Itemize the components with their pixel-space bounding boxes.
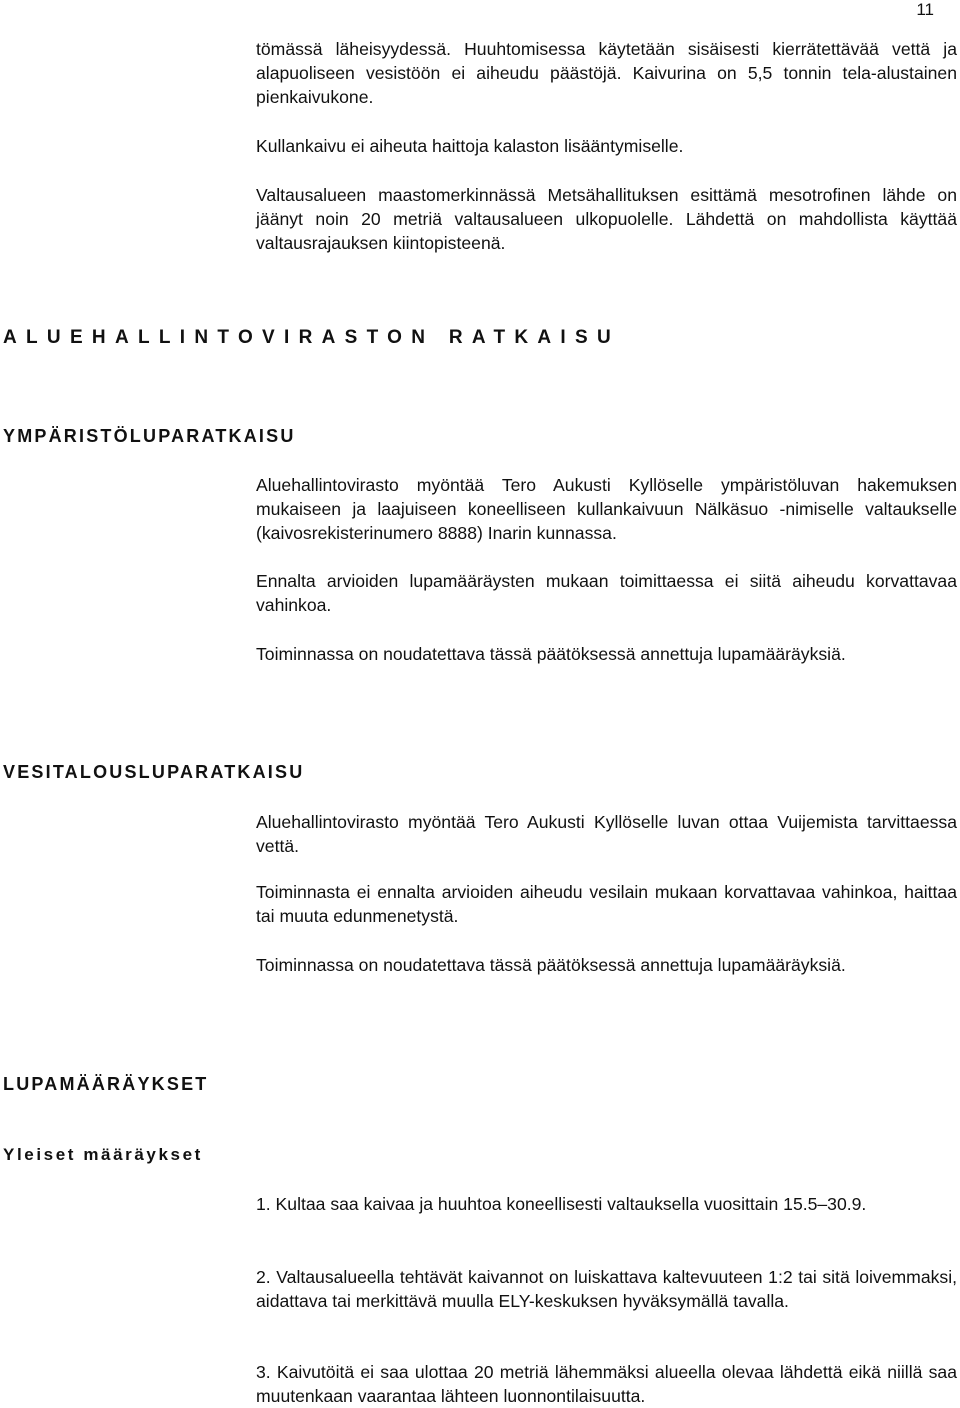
ymparistolupa-paragraph-1: Aluehallintovirasto myöntää Tero Aukusti Kyllöselle ympäristöluvan hakemuksen mukaiseen ja laajuiseen koneelliseen kullankaivuun Nälkäsuo -nimiselle valtaukselle (kaivosrekisterinumero 8888) Inarin kunnassa. <box>256 475 957 543</box>
page-number: 11 <box>916 0 934 19</box>
ymparistolupa-heading: YMPÄRISTÖLUPARATKAISU <box>3 426 296 446</box>
intro-paragraph-2: Kullankaivu ei aiheuta haittoja kalaston lisääntymiselle. <box>256 136 684 156</box>
main-heading: ALUEHALLINTOVIRASTON RATKAISU <box>3 327 620 348</box>
vesitalous-paragraph-1: Aluehallintovirasto myöntää Tero Aukusti Kyllöselle luvan ottaa Vuijemista tarvittaessa vettä. <box>256 812 957 856</box>
vesitalous-heading: VESITALOUSLUPARATKAISU <box>3 762 305 782</box>
regulation-item-3: 3. Kaivutöitä ei saa ulottaa 20 metriä lähemmäksi alueella olevaa lähdettä eikä niillä saa muutenkaan vaarantaa lähteen luonnontilaisuutta. <box>256 1362 957 1406</box>
lupamaaraykset-heading: LUPAMÄÄRÄYKSET <box>3 1074 209 1094</box>
vesitalous-paragraph-3: Toiminnassa on noudatettava tässä päätöksessä annettuja lupamääräyksiä. <box>256 955 846 975</box>
regulation-item-1: 1. Kultaa saa kaivaa ja huuhtoa koneellisesti valtauksella vuosittain 15.5–30.9. <box>256 1194 867 1214</box>
ymparistolupa-paragraph-2: Ennalta arvioiden lupamääräysten mukaan toimittaessa ei siitä aiheudu korvattavaa vahinkoa. <box>256 571 957 615</box>
regulation-item-2: 2. Valtausalueella tehtävät kaivannot on luiskattava kaltevuuteen 1:2 tai sitä loivemmaksi, aidattava tai merkittävä muulla ELY-keskuksen hyväksymällä tavalla. <box>256 1267 957 1311</box>
intro-paragraph-3: Valtausalueen maastomerkinnässä Metsähallituksen esittämä mesotrofinen lähde on jäänyt noin 20 metriä valtausalueen ulkopuolelle. Lähdettä on mahdollista käyttää valtausrajauksen kiintopisteenä. <box>256 185 957 253</box>
vesitalous-paragraph-2: Toiminnasta ei ennalta arvioiden aiheudu vesilain mukaan korvattavaa vahinkoa, haittaa tai muuta edunmenetystä. <box>256 882 957 926</box>
ymparistolupa-paragraph-3: Toiminnassa on noudatettava tässä päätöksessä annettuja lupamääräyksiä. <box>256 644 846 664</box>
yleiset-maaraykset-subheading: Yleiset määräykset <box>3 1145 203 1164</box>
intro-paragraph-1: tömässä läheisyydessä. Huuhtomisessa käytetään sisäisesti kierrätettävää vettä ja alapuoliseen vesistöön ei aiheudu päästöjä. Kaivurina on 5,5 tonnin tela-alustainen pienkaivukone. <box>256 39 957 107</box>
